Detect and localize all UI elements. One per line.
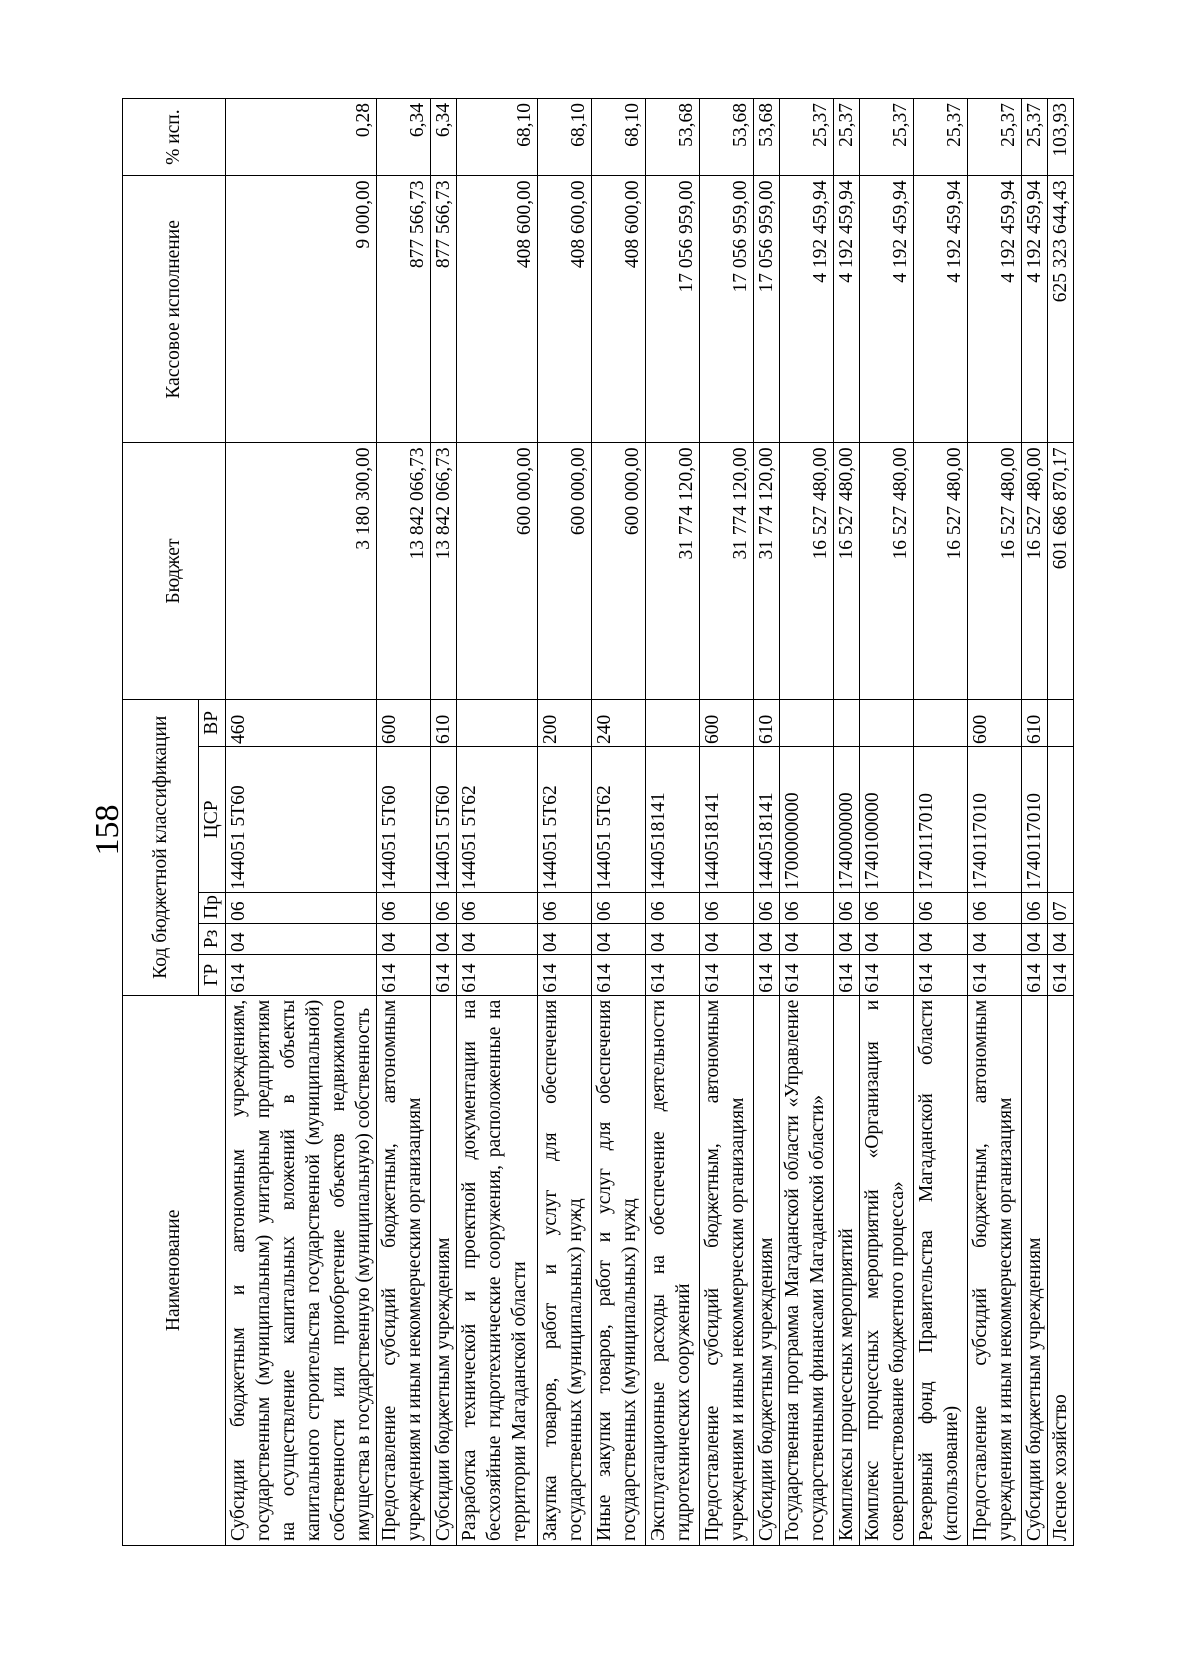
row-gr: 614 (860, 955, 914, 996)
row-budget: 3 180 300,00 (226, 443, 377, 699)
row-cash: 17 056 959,00 (646, 176, 700, 443)
table-row (592, 99, 646, 1546)
row-rz: 04 (914, 923, 968, 954)
col-percent-header: % исп. (123, 99, 226, 176)
table-row (1048, 99, 1074, 1546)
row-percent: 6,34 (431, 99, 457, 176)
row-budget: 16 527 480,00 (1022, 443, 1048, 699)
row-csr: 1700000000 (780, 746, 834, 892)
col-csr-header: ЦСР (199, 746, 226, 892)
row-rz: 04 (226, 923, 377, 954)
row-budget: 16 527 480,00 (968, 443, 1022, 699)
row-pr: 06 (700, 892, 754, 923)
row-rz: 04 (700, 923, 754, 954)
row-name: Субсидии бюджетным учреждениям (1022, 995, 1048, 1545)
row-name: Субсидии бюджетным учреждениям (431, 995, 457, 1545)
row-cash: 17 056 959,00 (700, 176, 754, 443)
row-name: Лесное хозяйство (1048, 995, 1074, 1545)
row-budget: 31 774 120,00 (646, 443, 700, 699)
row-cash: 4 192 459,94 (780, 176, 834, 443)
row-csr: 144051 5T62 (538, 746, 592, 892)
row-percent: 68,10 (592, 99, 646, 176)
row-rz: 04 (646, 923, 700, 954)
row-gr: 614 (1048, 955, 1074, 996)
table-row (834, 99, 860, 1546)
row-csr: 1740100000 (860, 746, 914, 892)
row-pr: 06 (754, 892, 780, 923)
row-pr: 07 (1048, 892, 1074, 923)
row-percent: 53,68 (646, 99, 700, 176)
row-percent: 25,37 (780, 99, 834, 176)
row-pr: 06 (538, 892, 592, 923)
row-percent: 25,37 (1022, 99, 1048, 176)
row-pr: 06 (457, 892, 538, 923)
row-percent: 68,10 (457, 99, 538, 176)
row-rz: 04 (1022, 923, 1048, 954)
row-percent: 0,28 (226, 99, 377, 176)
row-pr: 06 (226, 892, 377, 923)
row-budget: 31 774 120,00 (754, 443, 780, 699)
row-name: Иные закупки товаров, работ и услуг для обеспечения государственных (муниципальных) нужд (592, 995, 646, 1545)
row-gr: 614 (431, 955, 457, 996)
row-rz: 04 (592, 923, 646, 954)
row-name: Субсидии бюджетным и автономным учреждениям, государственным (муниципальным) унитарным предприятиям на осуществление капитальных вложений в объекты капитального строительства государственной (муниципальной) собственности или приобретение объектов недвижимого имущества в государственную (муниципальную) собственность (226, 995, 377, 1545)
row-csr: 1740000000 (834, 746, 860, 892)
row-cash: 625 323 644,43 (1048, 176, 1074, 443)
table-row (1022, 99, 1048, 1546)
table-row (377, 99, 431, 1546)
row-gr: 614 (780, 955, 834, 996)
table-row (860, 99, 914, 1546)
row-percent: 25,37 (834, 99, 860, 176)
row-rz: 04 (1048, 923, 1074, 954)
budget-table (122, 98, 1074, 1546)
row-vr: 610 (431, 699, 457, 746)
table-row (431, 99, 457, 1546)
row-gr: 614 (968, 955, 1022, 996)
row-gr: 614 (646, 955, 700, 996)
row-vr: 600 (700, 699, 754, 746)
row-csr: 1440518141 (754, 746, 780, 892)
row-gr: 614 (914, 955, 968, 996)
row-percent: 25,37 (860, 99, 914, 176)
row-name: Государственная программа Магаданской области «Управление государственными финансами Магаданской области» (780, 995, 834, 1545)
col-code-group-header: Код бюджетной классификации (123, 699, 199, 995)
row-csr: 144051 5T60 (377, 746, 431, 892)
row-cash: 408 600,00 (538, 176, 592, 443)
col-vr-header: ВР (199, 699, 226, 746)
row-vr: 200 (538, 699, 592, 746)
row-pr: 06 (592, 892, 646, 923)
row-rz: 04 (780, 923, 834, 954)
row-name: Комплексы процессных мероприятий (834, 995, 860, 1545)
row-rz: 04 (754, 923, 780, 954)
row-name: Предоставление субсидий бюджетным, автономным учреждениям и иным некоммерческим организациям (700, 995, 754, 1545)
row-gr: 614 (1022, 955, 1048, 996)
row-cash: 4 192 459,94 (1022, 176, 1048, 443)
row-name: Субсидии бюджетным учреждениям (754, 995, 780, 1545)
row-budget: 600 000,00 (457, 443, 538, 699)
row-percent: 68,10 (538, 99, 592, 176)
row-csr: 144051 5T62 (592, 746, 646, 892)
budget-table-rotated (122, 98, 1086, 1546)
row-csr: 1740117010 (1022, 746, 1048, 892)
col-pr-header: Пр (199, 892, 226, 923)
row-vr: 610 (1022, 699, 1048, 746)
row-percent: 53,68 (700, 99, 754, 176)
table-row (226, 99, 377, 1546)
row-vr: 610 (754, 699, 780, 746)
col-budget-header: Бюджет (123, 443, 226, 699)
row-rz: 04 (860, 923, 914, 954)
row-rz: 04 (834, 923, 860, 954)
table-row (700, 99, 754, 1546)
row-budget: 13 842 066,73 (431, 443, 457, 699)
table-body (226, 99, 1074, 1546)
row-csr: 144051 5T60 (431, 746, 457, 892)
row-budget: 16 527 480,00 (780, 443, 834, 699)
table-row (914, 99, 968, 1546)
row-budget: 601 686 870,17 (1048, 443, 1074, 699)
table-row (538, 99, 592, 1546)
row-name: Предоставление субсидий бюджетным, автономным учреждениям и иным некоммерческим организациям (377, 995, 431, 1545)
row-pr: 06 (646, 892, 700, 923)
row-gr: 614 (457, 955, 538, 996)
col-rz-header: Рз (199, 923, 226, 954)
row-percent: 25,37 (914, 99, 968, 176)
row-cash: 9 000,00 (226, 176, 377, 443)
row-vr (780, 699, 834, 746)
row-vr (860, 699, 914, 746)
row-name: Резервный фонд Правительства Магаданской области (использование) (914, 995, 968, 1545)
row-gr: 614 (377, 955, 431, 996)
row-csr: 1740117010 (914, 746, 968, 892)
page-number: 158 (89, 804, 126, 856)
row-vr (457, 699, 538, 746)
row-vr: 460 (226, 699, 377, 746)
row-gr: 614 (592, 955, 646, 996)
row-budget: 13 842 066,73 (377, 443, 431, 699)
row-cash: 4 192 459,94 (860, 176, 914, 443)
row-budget: 600 000,00 (538, 443, 592, 699)
row-pr: 06 (914, 892, 968, 923)
row-rz: 04 (457, 923, 538, 954)
row-csr: 144051 5T62 (457, 746, 538, 892)
row-vr (1048, 699, 1074, 746)
row-percent: 25,37 (968, 99, 1022, 176)
row-budget: 16 527 480,00 (914, 443, 968, 699)
row-pr: 06 (968, 892, 1022, 923)
row-cash: 877 566,73 (377, 176, 431, 443)
row-rz: 04 (377, 923, 431, 954)
row-budget: 600 000,00 (592, 443, 646, 699)
row-rz: 04 (538, 923, 592, 954)
row-budget: 16 527 480,00 (834, 443, 860, 699)
row-rz: 04 (431, 923, 457, 954)
row-pr: 06 (377, 892, 431, 923)
row-csr: 1440518141 (646, 746, 700, 892)
row-vr: 600 (968, 699, 1022, 746)
row-percent: 53,68 (754, 99, 780, 176)
row-cash: 408 600,00 (592, 176, 646, 443)
row-cash: 4 192 459,94 (968, 176, 1022, 443)
row-gr: 614 (754, 955, 780, 996)
row-pr: 06 (431, 892, 457, 923)
row-percent: 6,34 (377, 99, 431, 176)
row-percent: 103,93 (1048, 99, 1074, 176)
row-vr (914, 699, 968, 746)
table-row (754, 99, 780, 1546)
row-cash: 17 056 959,00 (754, 176, 780, 443)
row-name: Разработка технической и проектной документации на бесхозяйные гидротехнические сооружения, расположенные на территории Магаданской области (457, 995, 538, 1545)
row-gr: 614 (226, 955, 377, 996)
row-gr: 614 (834, 955, 860, 996)
row-name: Закупка товаров, работ и услуг для обеспечения государственных (муниципальных) нужд (538, 995, 592, 1545)
table-row (457, 99, 538, 1546)
row-pr: 06 (834, 892, 860, 923)
row-vr (834, 699, 860, 746)
row-pr: 06 (1022, 892, 1048, 923)
col-cash-header: Кассовое исполнение (123, 176, 226, 443)
row-name: Комплекс процессных мероприятий «Организация и совершенствование бюджетного процесса» (860, 995, 914, 1545)
col-gr-header: ГР (199, 955, 226, 996)
row-name: Предоставление субсидий бюджетным, автономным учреждениям и иным некоммерческим организациям (968, 995, 1022, 1545)
row-rz: 04 (968, 923, 1022, 954)
row-vr (646, 699, 700, 746)
row-budget: 16 527 480,00 (860, 443, 914, 699)
row-cash: 877 566,73 (431, 176, 457, 443)
row-pr: 06 (860, 892, 914, 923)
row-name: Эксплуатационные расходы на обеспечение деятельности гидротехнических сооружений (646, 995, 700, 1545)
row-csr: 1740117010 (968, 746, 1022, 892)
row-cash: 4 192 459,94 (914, 176, 968, 443)
row-cash: 4 192 459,94 (834, 176, 860, 443)
row-cash: 408 600,00 (457, 176, 538, 443)
table-row (780, 99, 834, 1546)
row-vr: 240 (592, 699, 646, 746)
row-pr: 06 (780, 892, 834, 923)
row-csr (1048, 746, 1074, 892)
row-vr: 600 (377, 699, 431, 746)
table-row (968, 99, 1022, 1546)
col-name-header: Наименование (123, 995, 226, 1545)
row-csr: 144051 5T60 (226, 746, 377, 892)
table-row (646, 99, 700, 1546)
row-budget: 31 774 120,00 (700, 443, 754, 699)
row-gr: 614 (538, 955, 592, 996)
row-csr: 1440518141 (700, 746, 754, 892)
row-gr: 614 (700, 955, 754, 996)
header-row (123, 99, 199, 1546)
